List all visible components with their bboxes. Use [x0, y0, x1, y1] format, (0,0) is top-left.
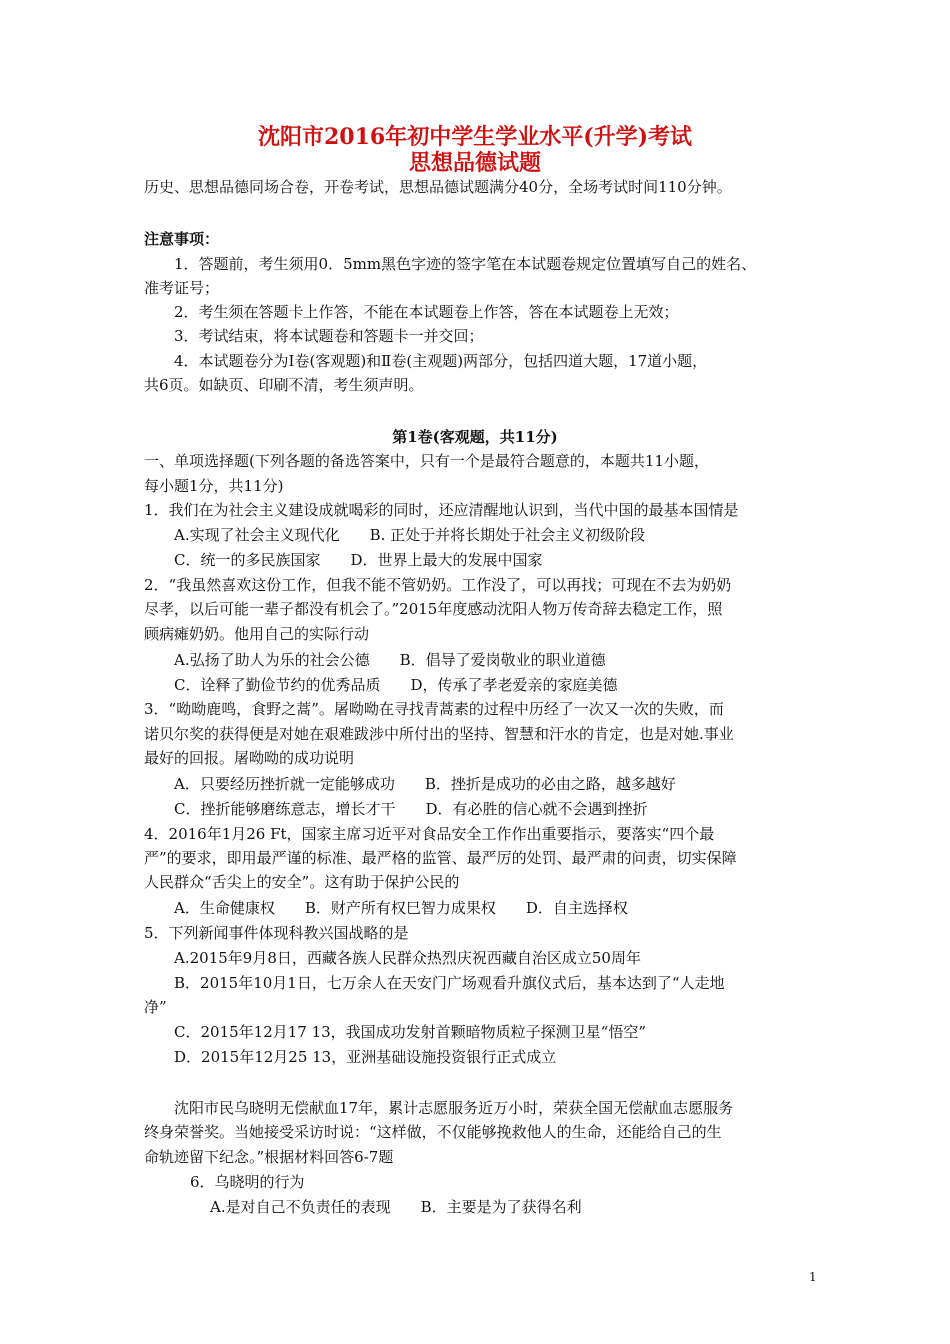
- question-4-stem-cont-1: 严”的要求，即用最严谨的标准、最严格的监管、最严厉的处罚、最严肃的问责，切实保障: [144, 849, 737, 867]
- question-5-option-b: B．2015年10月1日，七万余人在天安门广场观看升旗仪式后，基本达到了“人走地: [174, 974, 725, 992]
- exam-title: 沈阳市2016年初中学生学业水平(升学)考试: [257, 124, 693, 150]
- question-3-stem-cont-2: 最好的回报。屠呦呦的成功说明: [144, 749, 355, 767]
- question-3-options-cd: C．挫折能够磨练意志，增长才干 D．有必胜的信心就不会遇到挫折: [174, 800, 648, 818]
- question-2-options-ab: A.弘扬了助人为乐的社会公德 B．倡导了爱岗敬业的职业道德: [174, 651, 606, 669]
- question-1-options-cd: C．统一的多民族国家 D．世界上最大的发展中国家: [174, 551, 543, 569]
- page-number: 1: [809, 1270, 817, 1284]
- question-3-stem-cont-1: 诺贝尔奖的获得便是对她在艰难跋涉中所付出的坚持、智慧和汗水的肯定，也是对她.事业: [144, 725, 734, 743]
- section-1-instructions: 一、单项选择题(下列各题的备选答案中，只有一个是最符合题意的，本题共11小题，: [144, 452, 709, 470]
- question-6-stem: 6．乌晓明的行为: [190, 1173, 305, 1191]
- question-4-stem: 4．2016年1月26 Ft，国家主席习近平对食品安全工作作出重要指示，要落实“四个最: [144, 825, 715, 843]
- notice-item-2: 2．考生须在答题卡上作答，不能在本试题卷上作答，答在本试题卷上无效；: [174, 303, 679, 321]
- question-2-options-cd: C．诠释了勤俭节约的优秀品质 D，传承了孝老爱亲的家庭美德: [174, 676, 618, 694]
- question-3-options-ab: A．只要经历挫折就一定能够成功 B．挫折是成功的必由之路，越多越好: [174, 775, 676, 793]
- exam-subtitle: 思想品德试题: [408, 150, 541, 176]
- question-4-options: A．生命健康权 B．财产所有权巳智力成果权 D．自主选择权: [174, 899, 628, 917]
- notice-heading: 注意事项：: [144, 230, 220, 248]
- material-text-cont-2: 命轨迹留下纪念。”根据材料回答6-7题: [144, 1148, 394, 1166]
- question-5-option-d: D．2015年12月25 13，亚洲基础设施投资银行正式成立: [174, 1048, 557, 1066]
- section-1-instructions-cont: 每小题1分，共11分): [144, 477, 284, 495]
- question-3-stem: 3．“呦呦鹿鸣，食野之蒿”。屠呦呦在寻找青蒿素的过程中历经了一次又一次的失败，而: [144, 700, 724, 718]
- notice-item-4-cont: 共6页。如缺页、印刷不清，考生须声明。: [144, 376, 424, 394]
- question-2-stem-cont-2: 顾病瘫奶奶。他用自己的实际行动: [144, 625, 370, 643]
- question-5-option-b-cont: 净”: [144, 998, 167, 1016]
- notice-item-1: 1．答题前，考生须用0．5mm黑色字迹的签字笔在本试题卷规定位置填写自己的姓名、: [174, 255, 757, 273]
- notice-item-3: 3．考试结束，将本试题卷和答题卡一并交回；: [174, 327, 484, 345]
- question-5-option-a: A.2015年9月8日，西藏各族人民群众热烈庆祝西藏自治区成立50周年: [174, 949, 641, 967]
- question-6-options-ab: A.是对自己不负责任的表现 B．主要是为了获得名利: [210, 1198, 582, 1216]
- question-5-option-c: C．2015年12月17 13，我国成功发射首颗暗物质粒子探测卫星“悟空”: [174, 1023, 647, 1041]
- question-2-stem: 2．“我虽然喜欢这份工作，但我不能不管奶奶。工作没了，可以再找；可现在不去为奶奶: [144, 576, 732, 594]
- question-4-stem-cont-2: 人民群众“舌尖上的安全”。这有助于保护公民的: [144, 873, 460, 891]
- question-1-options-ab: A.实现了社会主义现代化 B. 正处于并将长期处于社会主义初级阶段: [174, 526, 646, 544]
- question-2-stem-cont-1: 尽孝，以后可能一辈子都没有机会了。”2015年度感动沈阳人物万传奇辞去稳定工作，照: [144, 600, 723, 618]
- notice-item-4: 4．本试题卷分为Ⅰ卷(客观题)和Ⅱ卷(主观题)两部分，包括四道大题，17道小题，: [174, 352, 708, 370]
- notice-item-1-cont: 准考证号；: [144, 279, 220, 297]
- material-text-cont-1: 终身荣誉奖。当她接受采访时说：“这样做，不仅能够挽救他人的生命，还能给自己的生: [144, 1123, 722, 1141]
- section-1-heading: 第1卷(客观题，共11分): [392, 428, 558, 446]
- intro-text: 历史、思想品德同场合卷，开卷考试，思想品德试题满分40分，全场考试时间110分钟。: [144, 178, 732, 196]
- question-1-stem: 1．我们在为社会主义建设成就喝彩的同时，还应清醒地认识到，当代中国的最基本国情是: [144, 501, 739, 519]
- question-5-stem: 5．下列新闻事件体现科教兴国战略的是: [144, 924, 409, 942]
- material-text: 沈阳市民乌晓明无偿献血17年，累计志愿服务近万小时，荣获全国无偿献血志愿服务: [174, 1099, 734, 1117]
